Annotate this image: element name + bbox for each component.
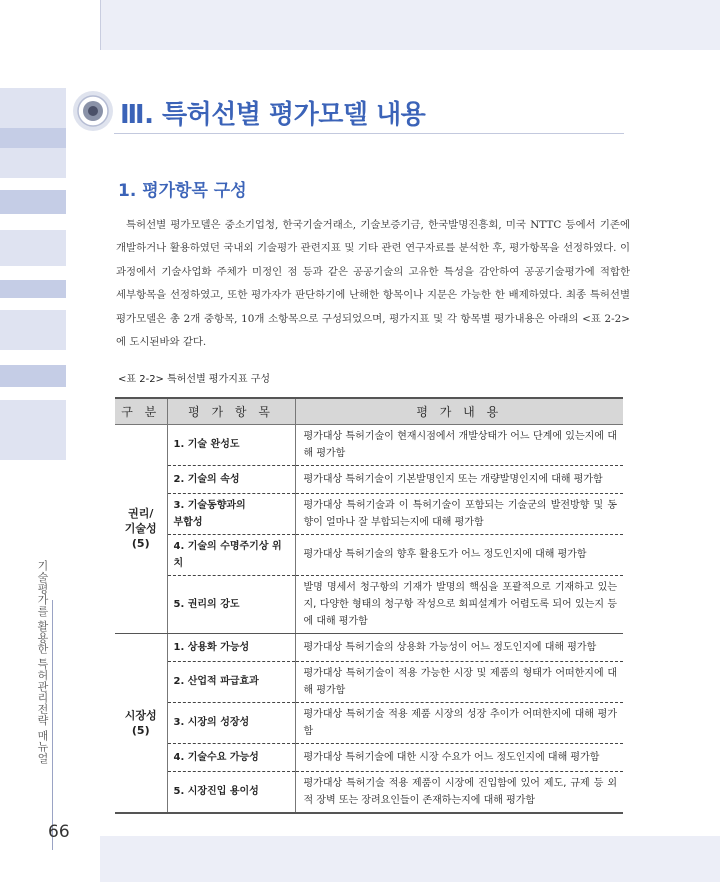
item-cell: 2. 기술의 속성 xyxy=(167,465,295,493)
table-row xyxy=(115,633,623,661)
item-cell: 2. 산업적 파급효과 xyxy=(167,661,295,702)
table-row xyxy=(115,771,623,813)
left-strip xyxy=(0,148,66,178)
chapter-title-text: 특허선별 평가모델 내용 xyxy=(162,100,426,130)
left-strip xyxy=(0,280,66,298)
chapter-underline xyxy=(114,133,624,134)
spine-line xyxy=(52,600,53,850)
item-cell: 1. 기술 완성도 xyxy=(167,424,295,465)
category-cell: 시장성 (5) xyxy=(115,633,167,813)
left-strip xyxy=(0,128,66,148)
table-row xyxy=(115,743,623,771)
side-running-title: 기술평가를 활용한 특허관리전략 매뉴얼 xyxy=(36,560,49,764)
item-cell: 3. 시장의 성장성 xyxy=(167,702,295,743)
page-number: 66 xyxy=(48,822,70,842)
left-strip xyxy=(0,365,66,387)
table-row xyxy=(115,702,623,743)
table-row xyxy=(115,493,623,534)
table-row xyxy=(115,575,623,633)
left-strip xyxy=(0,400,66,460)
left-strip xyxy=(0,310,66,350)
desc-cell: 평가대상 특허기술 적용 제품이 시장에 진입함에 있어 제도, 규제 등 외적 장벽 또는 장려요인들이 존재하는지에 대해 평가함 xyxy=(295,771,623,813)
top-band xyxy=(100,0,720,50)
evaluation-table xyxy=(115,397,623,814)
item-cell: 1. 상용화 가능성 xyxy=(167,633,295,661)
desc-cell: 평가대상 특허기술이 기본발명인지 또는 개량발명인지에 대해 평가함 xyxy=(295,465,623,493)
desc-cell: 발명 명세서 청구항의 기재가 발명의 핵심을 포괄적으로 기재하고 있는지, 다양한 형태의 청구항 작성으로 회피설계가 어렵도록 되어 있는지 등에 대해 평가함 xyxy=(295,575,623,633)
header-description: 평 가 내 용 xyxy=(295,398,623,424)
item-cell: 4. 기술수요 가능성 xyxy=(167,743,295,771)
item-cell: 5. 권리의 강도 xyxy=(167,575,295,633)
header-category: 구 분 xyxy=(115,398,167,424)
desc-cell: 평가대상 특허기술 적용 제품 시장의 성장 추이가 어떠한지에 대해 평가함 xyxy=(295,702,623,743)
desc-cell: 평가대상 특허기술과 이 특허기술이 포함되는 기술군의 발전방향 및 동향이 얼마나 잘 부합되는지에 대해 평가함 xyxy=(295,493,623,534)
desc-cell: 평가대상 특허기술의 향후 활용도가 어느 정도인지에 대해 평가함 xyxy=(295,534,623,575)
item-cell: 5. 시장진입 용이성 xyxy=(167,771,295,813)
chapter-numeral: Ⅲ. xyxy=(120,100,154,130)
desc-cell: 평가대상 특허기술의 상용화 가능성이 어느 정도인지에 대해 평가함 xyxy=(295,633,623,661)
left-strip xyxy=(0,230,66,266)
left-strip xyxy=(0,190,66,214)
item-cell: 4. 기술의 수명주기상 위치 xyxy=(167,534,295,575)
table-row xyxy=(115,424,623,465)
chapter-title xyxy=(120,94,425,131)
desc-cell: 평가대상 특허기술이 적용 가능한 시장 및 제품의 형태가 어떠한지에 대해 평가함 xyxy=(295,661,623,702)
table-caption: <표 2-2> 특허선별 평가지표 구성 xyxy=(118,374,271,385)
section-title: 1. 평가항목 구성 xyxy=(118,181,247,201)
item-cell: 3. 기술동향과의 부합성 xyxy=(167,493,295,534)
category-cell: 권리/ 기술성 (5) xyxy=(115,424,167,633)
desc-cell: 평가대상 특허기술이 현재시점에서 개발상태가 어느 단계에 있는지에 대해 평가함 xyxy=(295,424,623,465)
table-header-row xyxy=(115,398,623,424)
target-circle-icon xyxy=(72,90,114,132)
header-item: 평 가 항 목 xyxy=(167,398,295,424)
table-row xyxy=(115,661,623,702)
desc-cell: 평가대상 특허기술에 대한 시장 수요가 어느 정도인지에 대해 평가함 xyxy=(295,743,623,771)
top-divider xyxy=(100,0,101,50)
table-row xyxy=(115,534,623,575)
left-strip xyxy=(0,88,66,128)
bottom-band xyxy=(100,836,720,882)
body-paragraph: 특허선별 평가모델은 중소기업청, 한국기술거래소, 기술보증기금, 한국발명진흥회, 미국 NTTC 등에서 기존에 개발하거나 활용하였던 국내외 기술평가 관련지표 및 기타 관련 연구자료를 분석한 후, 평가항목을 선정하였다. 이 과정에서 기술사업화 주체가 미정인 점 등과 같은 공공기술의 고유한 특성을 감안하여 공공기술평가에 적합한 세부항목을 선정하였고, 또한 평가자가 판단하기에 난해한 항목이나 지문은 가능한 한 배제하였다. 최종 특허선별 평가모델은 총 2개 중항목, 10개 소항목으로 구성되었으며, 평가지표 및 각 항목별 평가내용은 아래의 <표 2-2>에 도시된바와 같다. xyxy=(116,219,630,349)
table-row xyxy=(115,465,623,493)
